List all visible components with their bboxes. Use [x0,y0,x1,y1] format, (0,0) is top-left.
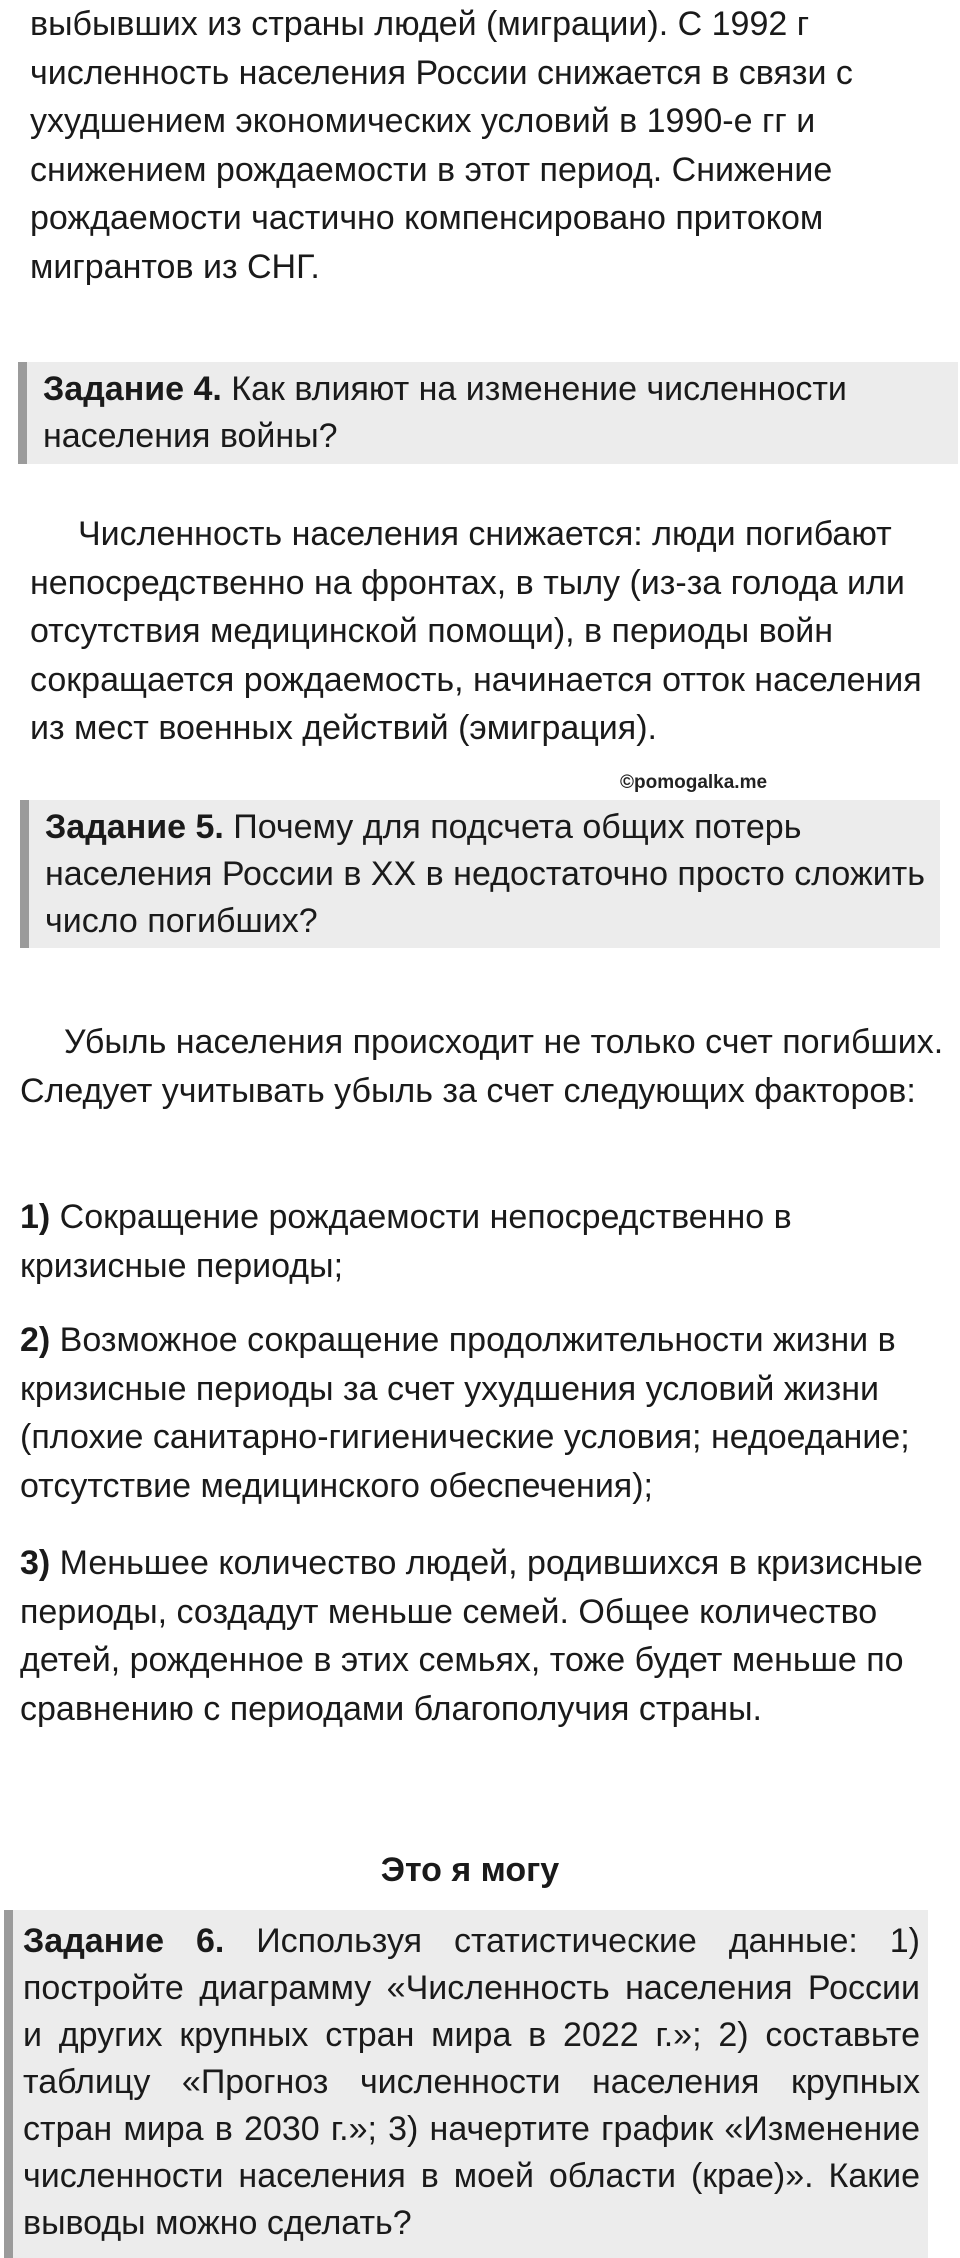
factor-text: Меньшее количество людей, родившихся в кризисные периоды, создадут меньше семей. Общее количество детей, рожденное в этих семьях, тоже будет меньше по сравнению с периодами благополучия страны. [20,1544,923,1728]
task-4-label: Задание 4. [43,370,222,408]
intro-paragraph: выбывших из страны людей (миграции). С 1992 г численность населения России снижается в связи с ухудшением экономических условий в 1990-е гг и снижением рождаемости в этот период. Снижение рождаемости частично компенсировано притоком мигрантов из СНГ. [30,5,853,286]
task-6-text: Используя статистические данные: 1) постройте диаграмму «Численность населения России и других крупных стран мира в 2022 г.»; 2) составьте таблицу «Прогноз численности населения крупных стран мира в 2030 г.»; 3) начертите график «Изменение численности населения в моей области (крае)». Какие выводы можно сделать? [23,1922,920,2242]
watermark: ©pomogalka.me [620,772,768,793]
task-6-box [4,1910,928,2258]
task-5-box [20,800,940,948]
task-5-text: Почему для подсчета общих потерь населения России в XX в недостаточно просто сложить число погибших? [45,808,925,940]
answer-4-text: Численность населения снижается: люди погибают непосредственно на фронтах, в тылу (из-за голода или отсутствия медицинской помощи), в периоды войн сокращается рождаемость, начинается отток населения из мест военных действий (эмиграция). [30,515,922,747]
factor-item [20,1193,955,1290]
task-5-label: Задание 5. [45,808,224,846]
answer-5-paragraph [20,1018,950,1115]
answer-5-text: Убыль населения происходит не только счет погибших. Следует учитывать убыль за счет следующих факторов: [20,1023,944,1110]
answer-4-paragraph [30,510,960,753]
task-6-label: Задание 6. [23,1922,225,1960]
section-heading: Это я могу [380,1851,560,1889]
factor-number: 2) [20,1321,51,1359]
factor-item [20,1539,955,1733]
factor-text: Возможное сокращение продолжительности жизни в кризисные периоды за счет ухудшения условий жизни (плохие санитарно-гигиенические условия; недоедание; отсутствие медицинского обеспечения); [20,1321,910,1505]
task-4-text: Как влияют на изменение численности населения войны? [43,370,847,455]
factor-number: 3) [20,1544,51,1582]
factor-text: Сокращение рождаемости непосредственно в кризисные периоды; [20,1198,792,1285]
task-4-box [18,362,958,464]
factor-item [20,1316,955,1510]
factor-number: 1) [20,1198,51,1236]
